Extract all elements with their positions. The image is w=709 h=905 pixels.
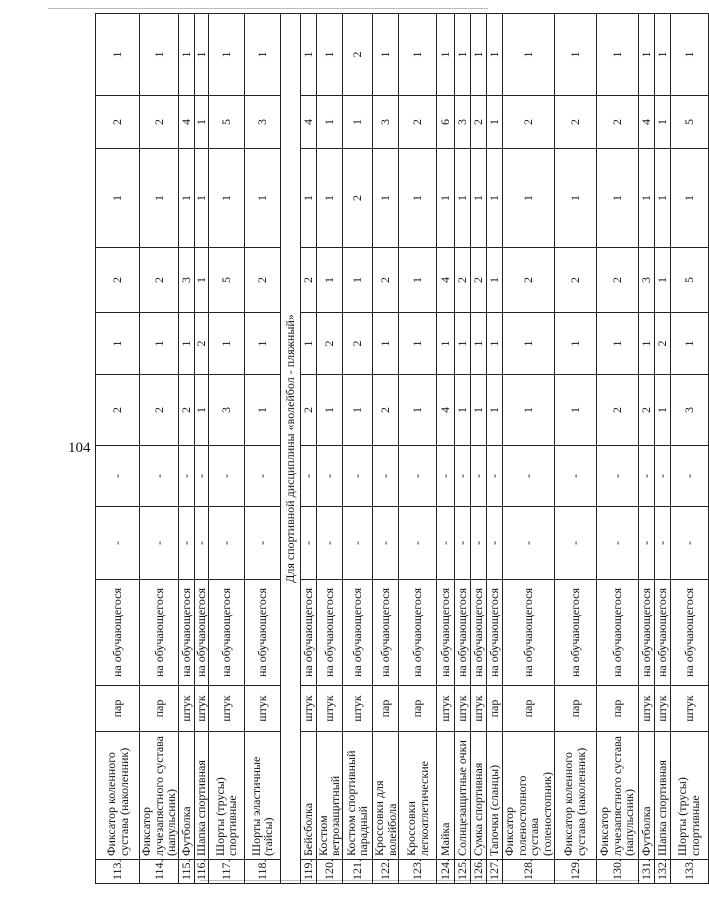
row-number: 116. [194, 860, 208, 884]
quantity-cell: - [554, 507, 596, 580]
item-name: Шорты (трусы) спортивные [670, 732, 708, 860]
quantity-cell: 1 [194, 14, 208, 96]
quantity-cell: 2 [596, 96, 638, 149]
unit-cell: штук [670, 686, 708, 732]
issued-to-cell: на обучающегося [140, 580, 179, 686]
quantity-cell: - [244, 446, 280, 507]
table-row [471, 14, 487, 884]
quantity-cell: 2 [178, 375, 194, 446]
row-number: 114. [140, 860, 179, 884]
rotated-table-container [95, 14, 703, 884]
quantity-cell: - [140, 446, 179, 507]
row-number: 117. [208, 860, 244, 884]
quantity-cell: 2 [140, 248, 179, 313]
row-number: 123. [399, 860, 437, 884]
page-number: 104 [68, 440, 91, 456]
quantity-cell: 1 [372, 14, 398, 96]
quantity-cell: - [342, 507, 372, 580]
quantity-cell: 1 [372, 149, 398, 248]
quantity-cell: 1 [178, 149, 194, 248]
row-number: 133. [670, 860, 708, 884]
issued-to-cell: на обучающегося [244, 580, 280, 686]
quantity-cell: 1 [208, 149, 244, 248]
row-number: 131. [638, 860, 654, 884]
quantity-cell: 2 [638, 375, 654, 446]
row-number: 120. [316, 860, 342, 884]
quantity-cell: 1 [471, 14, 487, 96]
quantity-cell: 1 [178, 313, 194, 375]
unit-cell: штук [638, 686, 654, 732]
row-number: 113. [96, 860, 140, 884]
quantity-cell: 2 [372, 375, 398, 446]
quantity-cell: - [503, 507, 554, 580]
quantity-cell: - [372, 507, 398, 580]
row-number: 132. [654, 860, 670, 884]
quantity-cell: 1 [487, 313, 503, 375]
quantity-cell: 4 [437, 248, 455, 313]
quantity-cell: 4 [178, 96, 194, 149]
quantity-cell: 1 [654, 96, 670, 149]
quantity-cell: 1 [487, 14, 503, 96]
unit-cell: штук [208, 686, 244, 732]
quantity-cell: 3 [244, 96, 280, 149]
item-name: Футболка [178, 732, 194, 860]
quantity-cell: 1 [342, 375, 372, 446]
quantity-cell: 1 [670, 313, 708, 375]
quantity-cell: 2 [194, 313, 208, 375]
unit-cell: штук [471, 686, 487, 732]
issued-to-cell: на обучающегося [96, 580, 140, 686]
issued-to-cell: на обучающегося [178, 580, 194, 686]
quantity-cell: 1 [178, 14, 194, 96]
scan-edge-top [48, 8, 488, 9]
quantity-cell: 1 [487, 149, 503, 248]
row-number: 127. [487, 860, 503, 884]
row-number: 126. [471, 860, 487, 884]
quantity-cell: 2 [654, 313, 670, 375]
table-row [178, 14, 194, 884]
unit-cell: штук [178, 686, 194, 732]
issued-to-cell: на обучающегося [300, 580, 316, 686]
quantity-cell: - [300, 446, 316, 507]
quantity-cell: 1 [140, 14, 179, 96]
quantity-cell: 2 [503, 96, 554, 149]
unit-cell: пар [487, 686, 503, 732]
unit-cell: пар [399, 686, 437, 732]
quantity-cell: 2 [244, 248, 280, 313]
table-row [372, 14, 398, 884]
table-row [654, 14, 670, 884]
unit-cell: пар [372, 686, 398, 732]
quantity-cell: 1 [342, 96, 372, 149]
item-name: Фиксатор коленного сустава (наколенник) [96, 732, 140, 860]
unit-cell: штук [455, 686, 471, 732]
table-row [455, 14, 471, 884]
item-name: Костюм спортивный парадный [342, 732, 372, 860]
quantity-cell: - [208, 507, 244, 580]
item-name: Кроссовки легкоатлетические [399, 732, 437, 860]
quantity-cell: 1 [194, 248, 208, 313]
quantity-cell: - [96, 507, 140, 580]
unit-cell: пар [96, 686, 140, 732]
quantity-cell: 1 [487, 375, 503, 446]
item-name: Футболка [638, 732, 654, 860]
quantity-cell: - [244, 507, 280, 580]
quantity-cell: 2 [342, 14, 372, 96]
quantity-cell: 1 [455, 149, 471, 248]
quantity-cell: - [487, 507, 503, 580]
quantity-cell: 1 [140, 313, 179, 375]
quantity-cell: 1 [316, 149, 342, 248]
quantity-cell: 2 [300, 375, 316, 446]
unit-cell: пар [554, 686, 596, 732]
quantity-cell: 3 [670, 375, 708, 446]
unit-cell: штук [654, 686, 670, 732]
quantity-cell: 1 [471, 375, 487, 446]
row-number: 119. [300, 860, 316, 884]
quantity-cell: 1 [471, 313, 487, 375]
issued-to-cell: на обучающегося [503, 580, 554, 686]
quantity-cell: 1 [96, 149, 140, 248]
issued-to-cell: на обучающегося [399, 580, 437, 686]
quantity-cell: 1 [487, 96, 503, 149]
quantity-cell: 1 [554, 375, 596, 446]
quantity-cell: 1 [316, 96, 342, 149]
row-number: 130. [596, 860, 638, 884]
issued-to-cell: на обучающегося [342, 580, 372, 686]
quantity-cell: 2 [96, 375, 140, 446]
quantity-cell: 1 [300, 149, 316, 248]
table-row [244, 14, 280, 884]
quantity-cell: 2 [316, 313, 342, 375]
quantity-cell: - [316, 446, 342, 507]
item-name: Шорты (трусы) спортивные [208, 732, 244, 860]
issued-to-cell: на обучающегося [487, 580, 503, 686]
unit-cell: пар [503, 686, 554, 732]
quantity-cell: 2 [554, 96, 596, 149]
section-heading: Для спортивной дисциплины «волейбол - пляжный» [280, 14, 300, 884]
quantity-cell: 1 [638, 313, 654, 375]
row-number: 115. [178, 860, 194, 884]
quantity-cell: 1 [96, 313, 140, 375]
quantity-cell: 5 [670, 248, 708, 313]
quantity-cell: 1 [399, 149, 437, 248]
quantity-cell: 1 [342, 248, 372, 313]
quantity-cell: 1 [399, 248, 437, 313]
equipment-table [95, 13, 709, 884]
quantity-cell: 1 [194, 149, 208, 248]
item-name: Фиксатор лучезапястного сустава (напульсник) [140, 732, 179, 860]
quantity-cell: 1 [399, 375, 437, 446]
unit-cell: штук [437, 686, 455, 732]
quantity-cell: - [455, 446, 471, 507]
quantity-cell: 1 [96, 14, 140, 96]
item-name: Шорты эластичные (тайсы) [244, 732, 280, 860]
quantity-cell: 1 [554, 149, 596, 248]
quantity-cell: 1 [316, 14, 342, 96]
issued-to-cell: на обучающегося [372, 580, 398, 686]
quantity-cell: 2 [554, 248, 596, 313]
quantity-cell: - [316, 507, 342, 580]
quantity-cell: 2 [455, 248, 471, 313]
quantity-cell: 4 [300, 96, 316, 149]
quantity-cell: 5 [208, 96, 244, 149]
row-number: 122. [372, 860, 398, 884]
quantity-cell: 1 [244, 375, 280, 446]
quantity-cell: - [399, 507, 437, 580]
quantity-cell: - [596, 446, 638, 507]
quantity-cell: 2 [503, 248, 554, 313]
quantity-cell: 2 [140, 96, 179, 149]
table-row [342, 14, 372, 884]
quantity-cell: - [300, 507, 316, 580]
quantity-cell: 1 [596, 149, 638, 248]
issued-to-cell: на обучающегося [596, 580, 638, 686]
quantity-cell: 1 [455, 375, 471, 446]
quantity-cell: 1 [503, 375, 554, 446]
row-number: 121. [342, 860, 372, 884]
quantity-cell: 3 [638, 248, 654, 313]
quantity-cell: 2 [596, 248, 638, 313]
quantity-cell: 1 [638, 149, 654, 248]
table-row [208, 14, 244, 884]
quantity-cell: 1 [208, 313, 244, 375]
quantity-cell: 1 [596, 313, 638, 375]
quantity-cell: 1 [654, 248, 670, 313]
quantity-cell: - [455, 507, 471, 580]
quantity-cell: 1 [244, 313, 280, 375]
quantity-cell: - [554, 446, 596, 507]
item-name: Солнцезащитные очки [455, 732, 471, 860]
quantity-cell: 1 [437, 149, 455, 248]
quantity-cell: - [503, 446, 554, 507]
quantity-cell: - [178, 446, 194, 507]
table-row [194, 14, 208, 884]
unit-cell: пар [140, 686, 179, 732]
quantity-cell: - [194, 446, 208, 507]
unit-cell: штук [316, 686, 342, 732]
issued-to-cell: на обучающегося [654, 580, 670, 686]
quantity-cell: 2 [342, 149, 372, 248]
quantity-cell: - [372, 446, 398, 507]
quantity-cell: 5 [208, 248, 244, 313]
quantity-cell: 2 [96, 96, 140, 149]
issued-to-cell: на обучающегося [194, 580, 208, 686]
item-name: Костюм ветрозащитный [316, 732, 342, 860]
quantity-cell: 2 [596, 375, 638, 446]
quantity-cell: 3 [178, 248, 194, 313]
issued-to-cell: на обучающегося [670, 580, 708, 686]
quantity-cell: - [670, 507, 708, 580]
table-row [503, 14, 554, 884]
quantity-cell: 1 [487, 248, 503, 313]
quantity-cell: 4 [437, 375, 455, 446]
quantity-cell: 2 [342, 313, 372, 375]
quantity-cell: 1 [300, 313, 316, 375]
unit-cell: штук [244, 686, 280, 732]
item-name: Бейсболка [300, 732, 316, 860]
quantity-cell: 1 [399, 14, 437, 96]
row-number: 124. [437, 860, 455, 884]
quantity-cell: 1 [316, 375, 342, 446]
table-row [399, 14, 437, 884]
quantity-cell: 1 [437, 313, 455, 375]
quantity-cell: - [596, 507, 638, 580]
quantity-cell: - [208, 446, 244, 507]
row-number: 128. [503, 860, 554, 884]
issued-to-cell: на обучающегося [437, 580, 455, 686]
quantity-cell: 1 [554, 313, 596, 375]
quantity-cell: - [654, 507, 670, 580]
issued-to-cell: на обучающегося [554, 580, 596, 686]
unit-cell: штук [300, 686, 316, 732]
quantity-cell: 6 [437, 96, 455, 149]
issued-to-cell: на обучающегося [316, 580, 342, 686]
quantity-cell: 1 [670, 14, 708, 96]
table-row [140, 14, 179, 884]
quantity-cell: 1 [455, 14, 471, 96]
item-name: Фиксатор голеностопного сустава (голеностопник) [503, 732, 554, 860]
quantity-cell: 1 [437, 14, 455, 96]
quantity-cell: 1 [455, 313, 471, 375]
issued-to-cell: на обучающегося [455, 580, 471, 686]
quantity-cell: - [654, 446, 670, 507]
item-name: Фиксатор коленного сустава (наколенник) [554, 732, 596, 860]
quantity-cell: 3 [208, 375, 244, 446]
quantity-cell: 1 [372, 313, 398, 375]
table-row [670, 14, 708, 884]
unit-cell: штук [194, 686, 208, 732]
item-name: Шапка спортивная [194, 732, 208, 860]
quantity-cell: - [96, 446, 140, 507]
quantity-cell: - [471, 507, 487, 580]
quantity-cell: 1 [194, 375, 208, 446]
item-name: Сумка спортивная [471, 732, 487, 860]
quantity-cell: 2 [471, 248, 487, 313]
quantity-cell: 2 [399, 96, 437, 149]
issued-to-cell: на обучающегося [471, 580, 487, 686]
quantity-cell: 1 [244, 14, 280, 96]
unit-cell: пар [596, 686, 638, 732]
table-row [487, 14, 503, 884]
unit-cell: штук [342, 686, 372, 732]
quantity-cell: 1 [596, 14, 638, 96]
quantity-cell: 1 [300, 14, 316, 96]
quantity-cell: 2 [96, 248, 140, 313]
item-name: Фиксатор лучезапястного сустава (напульсник) [596, 732, 638, 860]
item-name: Майка [437, 732, 455, 860]
quantity-cell: 1 [654, 149, 670, 248]
quantity-cell: - [471, 446, 487, 507]
table-row [96, 14, 140, 884]
table-row [638, 14, 654, 884]
quantity-cell: 1 [670, 149, 708, 248]
quantity-cell: 5 [670, 96, 708, 149]
row-number: 129. [554, 860, 596, 884]
table-row [596, 14, 638, 884]
quantity-cell: 1 [503, 149, 554, 248]
quantity-cell: - [342, 446, 372, 507]
table-row [316, 14, 342, 884]
quantity-cell: - [670, 446, 708, 507]
item-name: Кроссовки для волейбола [372, 732, 398, 860]
quantity-cell: 2 [372, 248, 398, 313]
quantity-cell: 1 [399, 313, 437, 375]
quantity-cell: - [178, 507, 194, 580]
issued-to-cell: на обучающегося [208, 580, 244, 686]
quantity-cell: 1 [194, 96, 208, 149]
quantity-cell: - [638, 446, 654, 507]
item-name: Тапочки (сланцы) [487, 732, 503, 860]
quantity-cell: - [638, 507, 654, 580]
quantity-cell: 1 [638, 14, 654, 96]
section-heading-row [280, 14, 300, 884]
quantity-cell: 1 [654, 14, 670, 96]
quantity-cell: - [140, 507, 179, 580]
table-row [554, 14, 596, 884]
quantity-cell: 1 [554, 14, 596, 96]
item-name: Шапка спортивная [654, 732, 670, 860]
quantity-cell: 2 [300, 248, 316, 313]
quantity-cell: - [437, 446, 455, 507]
quantity-cell: 2 [140, 375, 179, 446]
quantity-cell: 1 [244, 149, 280, 248]
quantity-cell: 1 [471, 149, 487, 248]
quantity-cell: 1 [654, 375, 670, 446]
quantity-cell: 1 [316, 248, 342, 313]
issued-to-cell: на обучающегося [638, 580, 654, 686]
table-row [437, 14, 455, 884]
quantity-cell: - [194, 507, 208, 580]
quantity-cell: 1 [503, 14, 554, 96]
quantity-cell: - [437, 507, 455, 580]
quantity-cell: - [487, 446, 503, 507]
quantity-cell: 3 [372, 96, 398, 149]
row-number: 125. [455, 860, 471, 884]
quantity-cell: 2 [471, 96, 487, 149]
quantity-cell: 1 [140, 149, 179, 248]
row-number: 118. [244, 860, 280, 884]
quantity-cell: 1 [503, 313, 554, 375]
quantity-cell: 3 [455, 96, 471, 149]
quantity-cell: - [399, 446, 437, 507]
quantity-cell: 1 [208, 14, 244, 96]
table-row [300, 14, 316, 884]
quantity-cell: 4 [638, 96, 654, 149]
